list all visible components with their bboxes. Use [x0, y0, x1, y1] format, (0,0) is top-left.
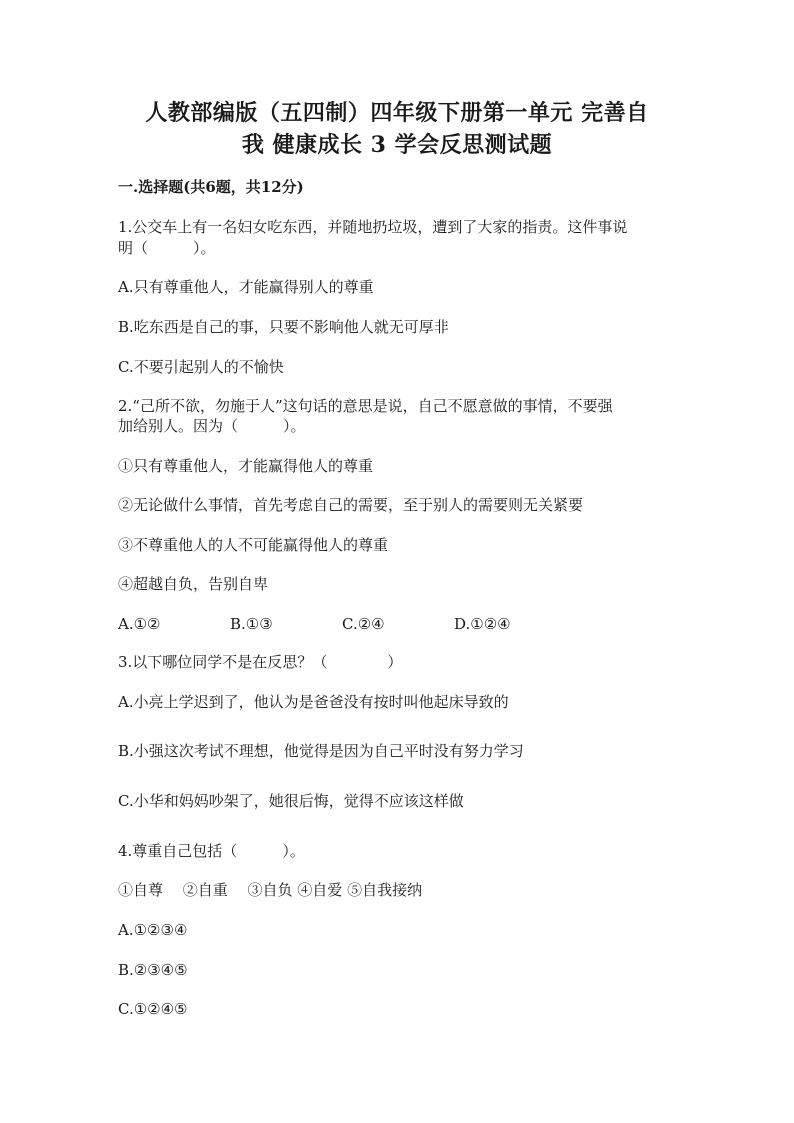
section-heading: 一.选择题(共6题，共12分): [118, 178, 304, 196]
q3-option-b: B.小强这次考试不理想，他觉得是因为自己平时没有努力学习: [118, 742, 524, 760]
q2-option-a: A.①②: [118, 615, 161, 633]
q3-option-a: A.小亮上学迟到了，他认为是爸爸没有按时叫他起床导致的: [118, 693, 509, 711]
q4-items: ①自尊 ②自重 ③自负 ④自爱 ⑤自我接纳: [118, 881, 423, 899]
q1-stem-line1: 1.公交车上有一名妇女吃东西，并随地扔垃圾，遭到了大家的指责。这件事说: [118, 218, 628, 236]
q3-stem: 3.以下哪位同学不是在反思？（ ）: [118, 653, 403, 671]
q2-statement-1: ①只有尊重他人，才能赢得他人的尊重: [118, 457, 374, 475]
q4-option-a: A.①②③④: [118, 921, 188, 939]
q2-options-row: [118, 613, 678, 635]
q1-option-b: B.吃东西是自己的事，只要不影响他人就无可厚非: [118, 318, 449, 336]
q2-option-d: D.①②④: [454, 615, 511, 633]
q4-option-b: B.②③④⑤: [118, 961, 188, 979]
q2-stem-line2: 加给别人。因为（ ）。: [118, 417, 306, 435]
q1-option-c: C.不要引起别人的不愉快: [118, 358, 284, 376]
q2-statement-4: ④超越自负，告别自卑: [118, 575, 269, 593]
q2-statement-3: ③不尊重他人的人不可能赢得他人的尊重: [118, 536, 389, 554]
q1-stem-line2: 明（ ）。: [118, 239, 216, 257]
q1-option-a: A.只有尊重他人，才能赢得别人的尊重: [118, 278, 374, 296]
page-title-line2: 我 健康成长 3 学会反思测试题: [241, 132, 553, 158]
q4-stem: 4.尊重自己包括（ ）。: [118, 842, 305, 860]
page-title-line1: 人教部编版（五四制）四年级下册第一单元 完善自: [145, 100, 649, 126]
q4-option-c: C.①②④⑤: [118, 1000, 188, 1018]
q2-option-b: B.①③: [230, 615, 273, 633]
q2-statement-2: ②无论做什么事情，首先考虑自己的需要，至于别人的需要则无关紧要: [118, 496, 584, 514]
q3-option-c: C.小华和妈妈吵架了，她很后悔，觉得不应该这样做: [118, 792, 464, 810]
q2-stem-line1: 2.“己所不欲，勿施于人”这句话的意思是说，自己不愿意做的事情，不要强: [118, 397, 613, 415]
q2-option-c: C.②④: [342, 615, 385, 633]
